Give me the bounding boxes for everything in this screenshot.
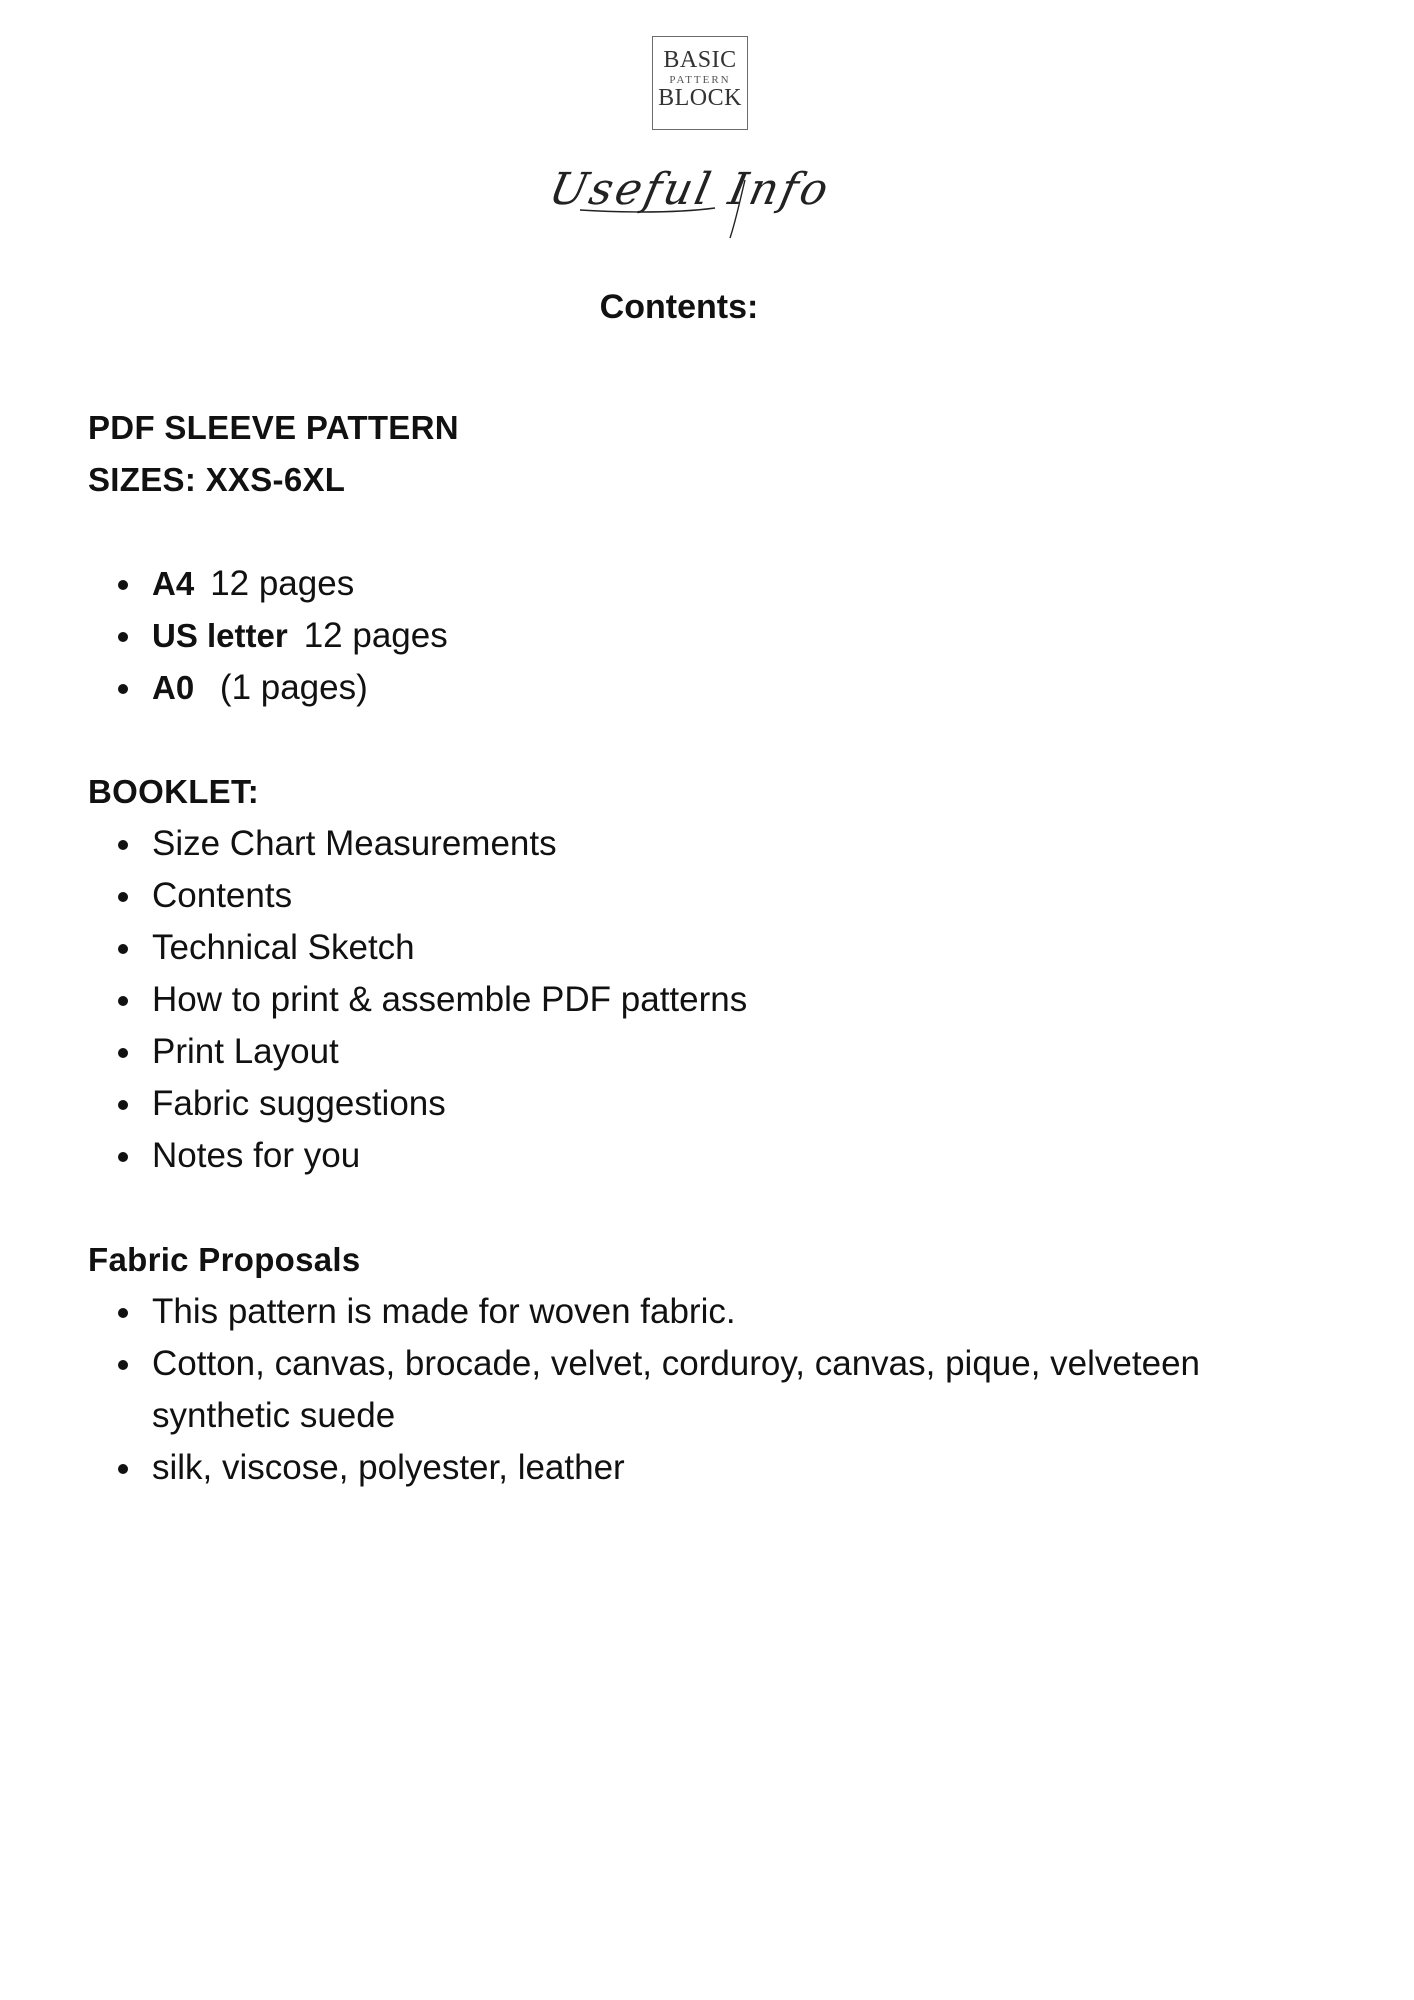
bullet-icon — [118, 840, 128, 850]
list-item-text: This pattern is made for woven fabric. — [152, 1292, 736, 1331]
list-item — [88, 1130, 747, 1182]
format-pages: 12 pages — [303, 616, 448, 655]
logo-line-basic: BASIC — [663, 47, 737, 73]
fabric-heading: Fabric Proposals — [88, 1241, 361, 1278]
basic-pattern-block-logo — [652, 36, 748, 130]
bullet-icon — [118, 1100, 128, 1110]
pattern-sizes: SIZES: XXS-6XL — [88, 461, 346, 498]
bullet-icon — [118, 944, 128, 954]
format-name: A4 — [152, 565, 195, 602]
contents-heading: Contents: — [599, 288, 759, 326]
format-item-a0 — [88, 662, 448, 714]
booklet-section — [88, 766, 747, 1182]
fabric-proposals-section — [88, 1234, 1252, 1494]
list-item-text: Notes for you — [152, 1136, 361, 1175]
list-item — [88, 1286, 1252, 1338]
list-item — [88, 870, 747, 922]
list-item-text: Fabric suggestions — [152, 1084, 446, 1123]
fabric-list — [88, 1286, 1252, 1494]
list-item-text: Size Chart Measurements — [152, 824, 557, 863]
list-item-text: Technical Sketch — [152, 928, 415, 967]
bullet-icon — [118, 684, 128, 694]
bullet-icon — [118, 1152, 128, 1162]
list-item-text: Contents — [152, 876, 293, 915]
useful-info-text: Useful Info — [544, 164, 836, 215]
list-item — [88, 1338, 1252, 1442]
print-formats-section — [88, 558, 448, 714]
format-pages: (1 pages) — [210, 668, 368, 707]
bullet-icon — [118, 996, 128, 1006]
useful-info-script-title — [540, 150, 840, 240]
list-item — [88, 1442, 1252, 1494]
logo-line-pattern: PATTERN — [669, 74, 731, 86]
format-name: A0 — [152, 669, 195, 706]
bullet-icon — [118, 892, 128, 902]
pattern-info-section — [88, 402, 459, 506]
list-item — [88, 1026, 747, 1078]
bullet-icon — [118, 1308, 128, 1318]
list-item-text: Print Layout — [152, 1032, 339, 1071]
list-item-text: silk, viscose, polyester, leather — [152, 1448, 625, 1487]
list-item — [88, 818, 747, 870]
bullet-icon — [118, 1360, 128, 1370]
format-pages: 12 pages — [210, 564, 355, 603]
list-item — [88, 922, 747, 974]
bullet-icon — [118, 1048, 128, 1058]
list-item — [88, 974, 747, 1026]
list-item — [88, 1078, 747, 1130]
booklet-list — [88, 818, 747, 1182]
format-list — [88, 558, 448, 714]
bullet-icon — [118, 580, 128, 590]
format-name: US letter — [152, 617, 288, 654]
list-item-text: How to print & assemble PDF patterns — [152, 980, 748, 1019]
booklet-heading: BOOKLET: — [88, 773, 260, 810]
format-item-a4 — [88, 558, 448, 610]
list-item-text: Cotton, canvas, brocade, velvet, corduroy, canvas, pique, velveteen synthetic suede — [152, 1344, 1201, 1435]
logo-line-block: BLOCK — [658, 85, 742, 111]
format-item-us-letter — [88, 610, 448, 662]
bullet-icon — [118, 1464, 128, 1474]
pattern-title: PDF SLEEVE PATTERN — [88, 409, 459, 446]
bullet-icon — [118, 632, 128, 642]
